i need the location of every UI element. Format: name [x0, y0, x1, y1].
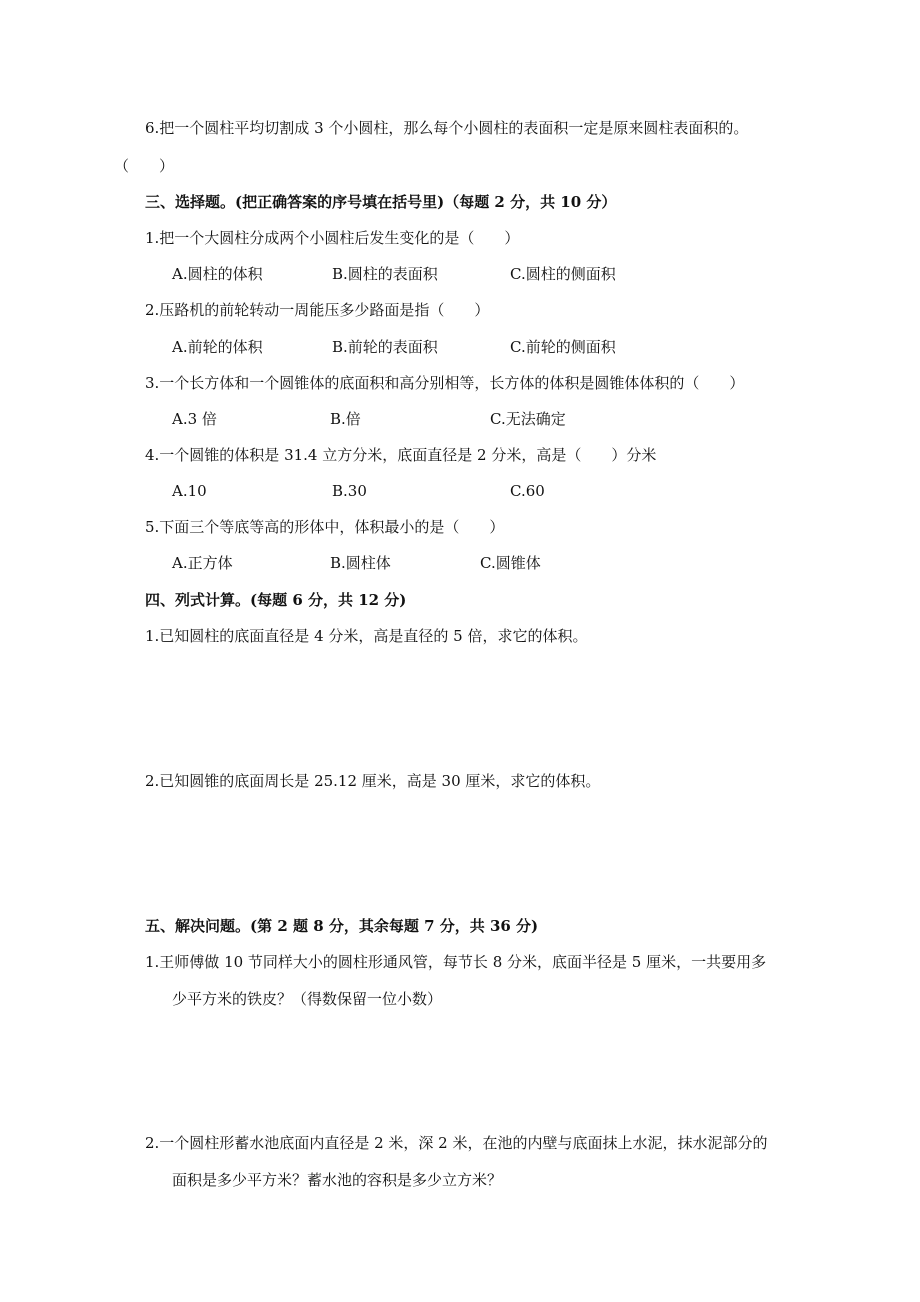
section-5-heading: 五、解决问题。(第 2 题 8 分，其余每题 7 分，共 36 分)	[145, 917, 539, 935]
section-4-heading: 四、列式计算。(每题 6 分，共 12 分)	[145, 591, 407, 609]
choice-question-3: 3.一个长方体和一个圆锥体的底面积和高分别相等，长方体的体积是圆锥体体积的（ ）	[145, 374, 745, 392]
choice-4-option-a: A.10	[172, 482, 207, 500]
q6-answer-paren: （ ）	[114, 157, 175, 175]
choice-5-option-a: A.正方体	[172, 554, 233, 572]
choice-question-5: 5.下面三个等底等高的形体中，体积最小的是（ ）	[145, 518, 505, 536]
q6-true-false-text: 6.把一个圆柱平均切割成 3 个小圆柱，那么每个小圆柱的表面积一定是原来圆柱表面积的。	[145, 119, 749, 137]
calc-question-1: 1.已知圆柱的底面直径是 4 分米，高是直径的 5 倍，求它的体积。	[145, 627, 588, 645]
choice-1-option-a: A.圆柱的体积	[172, 265, 263, 283]
choice-1-option-b: B.圆柱的表面积	[332, 265, 438, 283]
problem-1-line-2: 少平方米的铁皮？（得数保留一位小数）	[172, 990, 443, 1008]
choice-3-option-c: C.无法确定	[490, 410, 566, 428]
calc-question-2: 2.已知圆锥的底面周长是 25.12 厘米，高是 30 厘米，求它的体积。	[145, 772, 601, 790]
choice-3-option-b: B.倍	[330, 410, 361, 428]
problem-2-line-1: 2.一个圆柱形蓄水池底面内直径是 2 米，深 2 米，在池的内壁与底面抹上水泥，抹水泥部分的	[145, 1134, 768, 1152]
choice-question-4: 4.一个圆锥的体积是 31.4 立方分米，底面直径是 2 分米，高是（ ）分米	[145, 446, 657, 464]
choice-2-option-c: C.前轮的侧面积	[510, 338, 616, 356]
choice-question-1: 1.把一个大圆柱分成两个小圆柱后发生变化的是（ ）	[145, 229, 520, 247]
choice-2-option-b: B.前轮的表面积	[332, 338, 438, 356]
problem-1-line-1: 1.王师傅做 10 节同样大小的圆柱形通风管，每节长 8 分米，底面半径是 5 厘米，一共要用多	[145, 953, 767, 971]
choice-3-option-a: A.3 倍	[172, 410, 217, 428]
choice-question-2: 2.压路机的前轮转动一周能压多少路面是指（ ）	[145, 301, 490, 319]
choice-4-option-b: B.30	[332, 482, 367, 500]
choice-5-option-b: B.圆柱体	[330, 554, 391, 572]
choice-1-option-c: C.圆柱的侧面积	[510, 265, 616, 283]
choice-4-option-c: C.60	[510, 482, 545, 500]
section-3-heading: 三、选择题。(把正确答案的序号填在括号里)（每题 2 分，共 10 分）	[145, 193, 617, 211]
problem-2-line-2: 面积是多少平方米？蓄水池的容积是多少立方米？	[172, 1171, 503, 1189]
choice-5-option-c: C.圆锥体	[480, 554, 541, 572]
choice-2-option-a: A.前轮的体积	[172, 338, 263, 356]
